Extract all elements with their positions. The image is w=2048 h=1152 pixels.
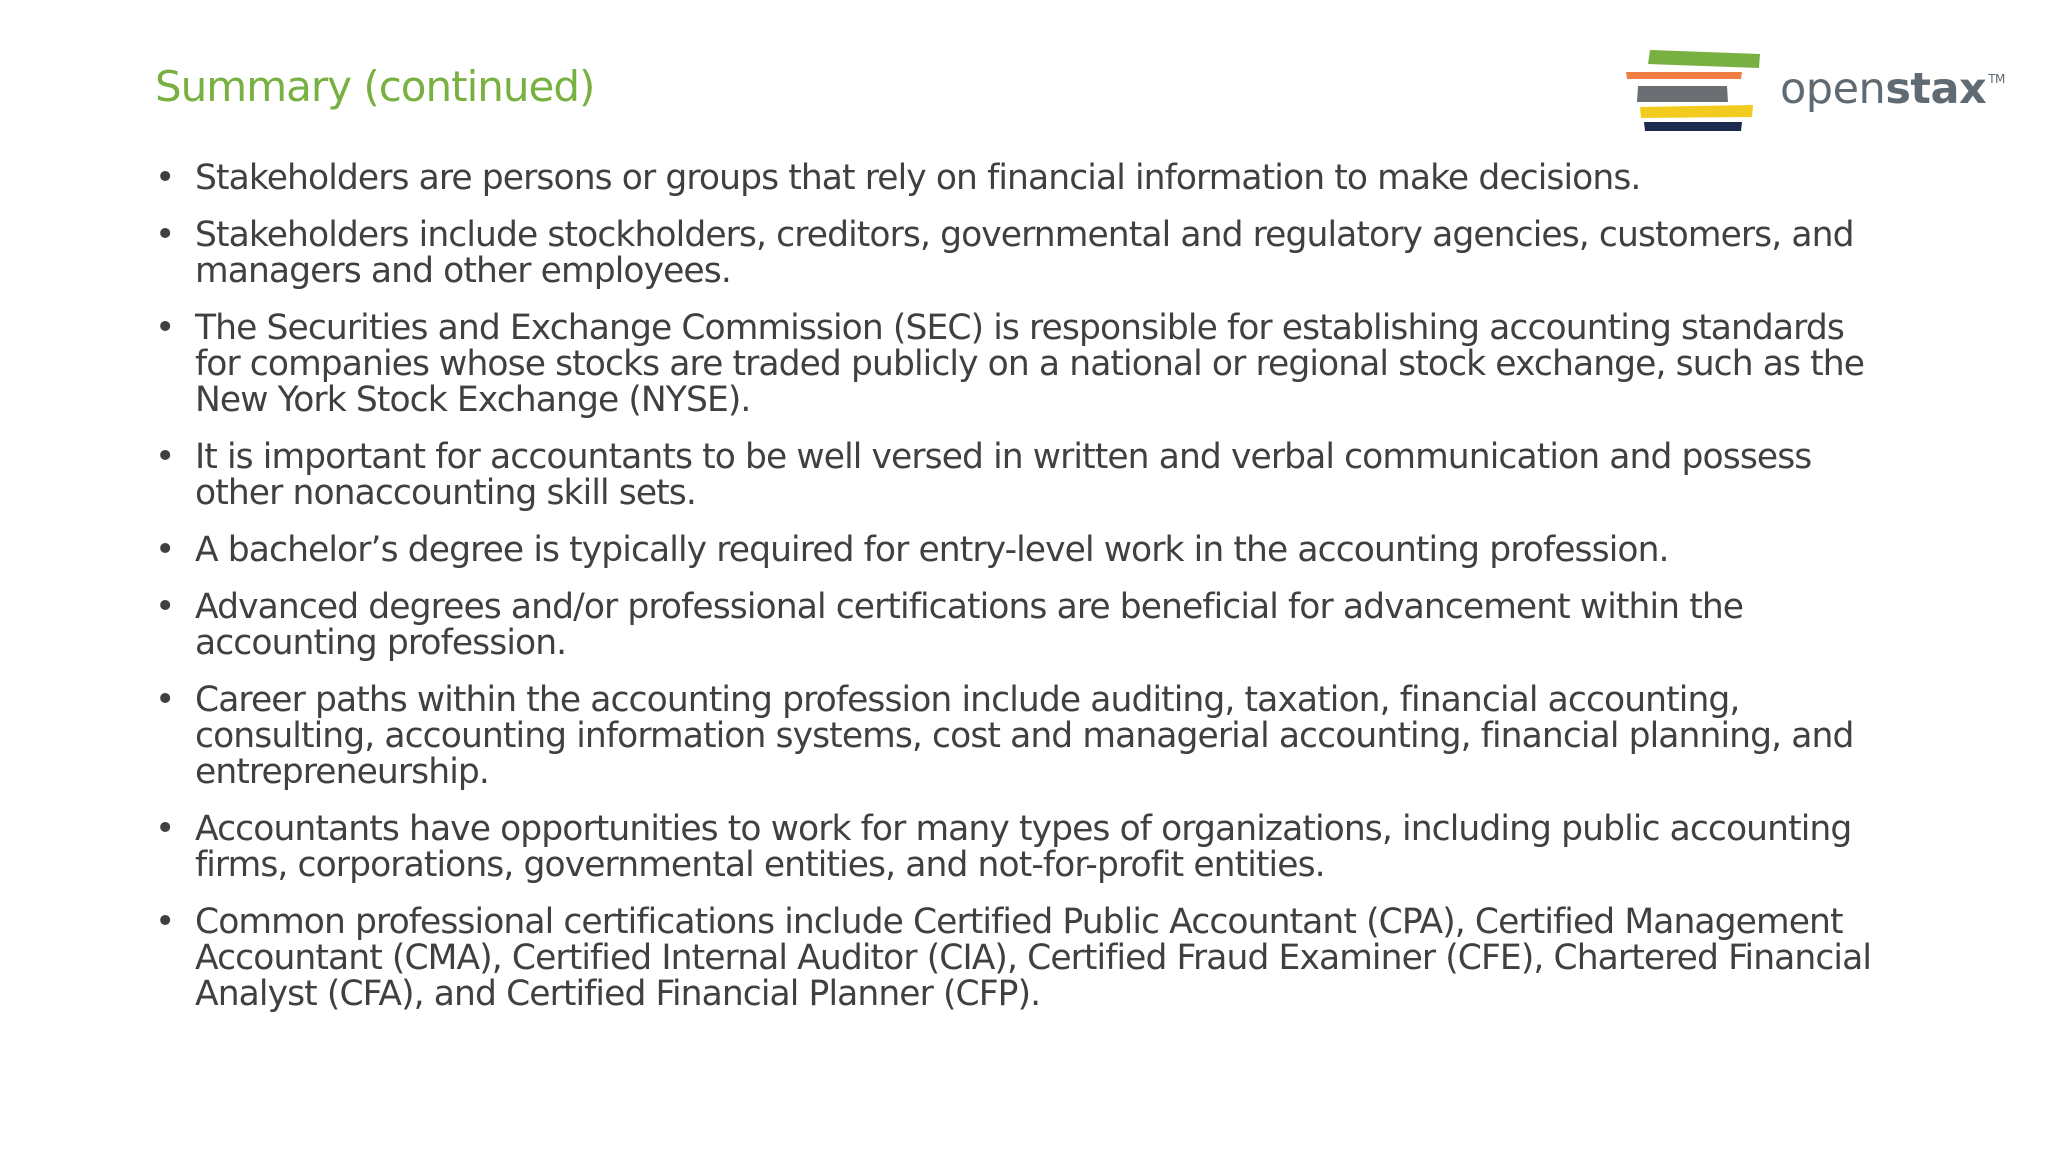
bullet-certifications: • Common professional certifications include Certified Public Accountant (CPA), Certified Management Accountant (CMA), Certified Internal Auditor (CIA), Certified Fraud Examiner (CFE), Chartered Financial Analyst (CFA), and Certified Financial Planner (CFP). — [155, 904, 1895, 1012]
trademark-symbol: TM — [1988, 72, 2005, 86]
logo-bar-orange — [1626, 72, 1742, 79]
bullet-communication-skills: • It is important for accountants to be well versed in written and verbal communication and possess other nonaccounting skill sets. — [155, 439, 1895, 511]
bullet-advanced-degrees: • Advanced degrees and/or professional certifications are beneficial for advancement within the accounting profession. — [155, 589, 1895, 661]
slide-title: Summary (continued) — [155, 62, 595, 111]
openstax-logo — [1620, 44, 2005, 144]
bullet-organization-types: • Accountants have opportunities to work for many types of organizations, including public accounting firms, corporations, governmental entities, and not-for-profit entities. — [155, 811, 1895, 883]
logo-bar-navy — [1644, 122, 1742, 131]
logo-bar-gray — [1637, 86, 1728, 102]
openstax-stacked-books-logo-icon — [1620, 44, 1770, 144]
bullet-stakeholders-types: • Stakeholders include stockholders, creditors, governmental and regulatory agencies, customers, and managers and other employees. — [155, 217, 1895, 289]
openstax-wordmark — [1780, 64, 2005, 114]
wordmark-bold: stax — [1885, 64, 1987, 114]
bullet-sec-role: • The Securities and Exchange Commission (SEC) is responsible for establishing accounting standards for companies whose stocks are traded publicly on a national or regional stock exchange, such as the New York Stock Exchange (NYSE). — [155, 310, 1895, 418]
wordmark-regular: open — [1780, 64, 1886, 114]
summary-bullet-list — [155, 160, 1895, 1033]
bullet-stakeholders-definition: • Stakeholders are persons or groups that rely on financial information to make decisions. — [155, 160, 1895, 196]
bullet-bachelors-degree: • A bachelor’s degree is typically required for entry-level work in the accounting profession. — [155, 532, 1895, 568]
logo-bar-yellow — [1640, 105, 1753, 118]
bullet-career-paths: • Career paths within the accounting profession include auditing, taxation, financial accounting, consulting, accounting information systems, cost and managerial accounting, financial planning, and entrepreneurship. — [155, 682, 1895, 790]
logo-bar-green — [1648, 50, 1760, 68]
